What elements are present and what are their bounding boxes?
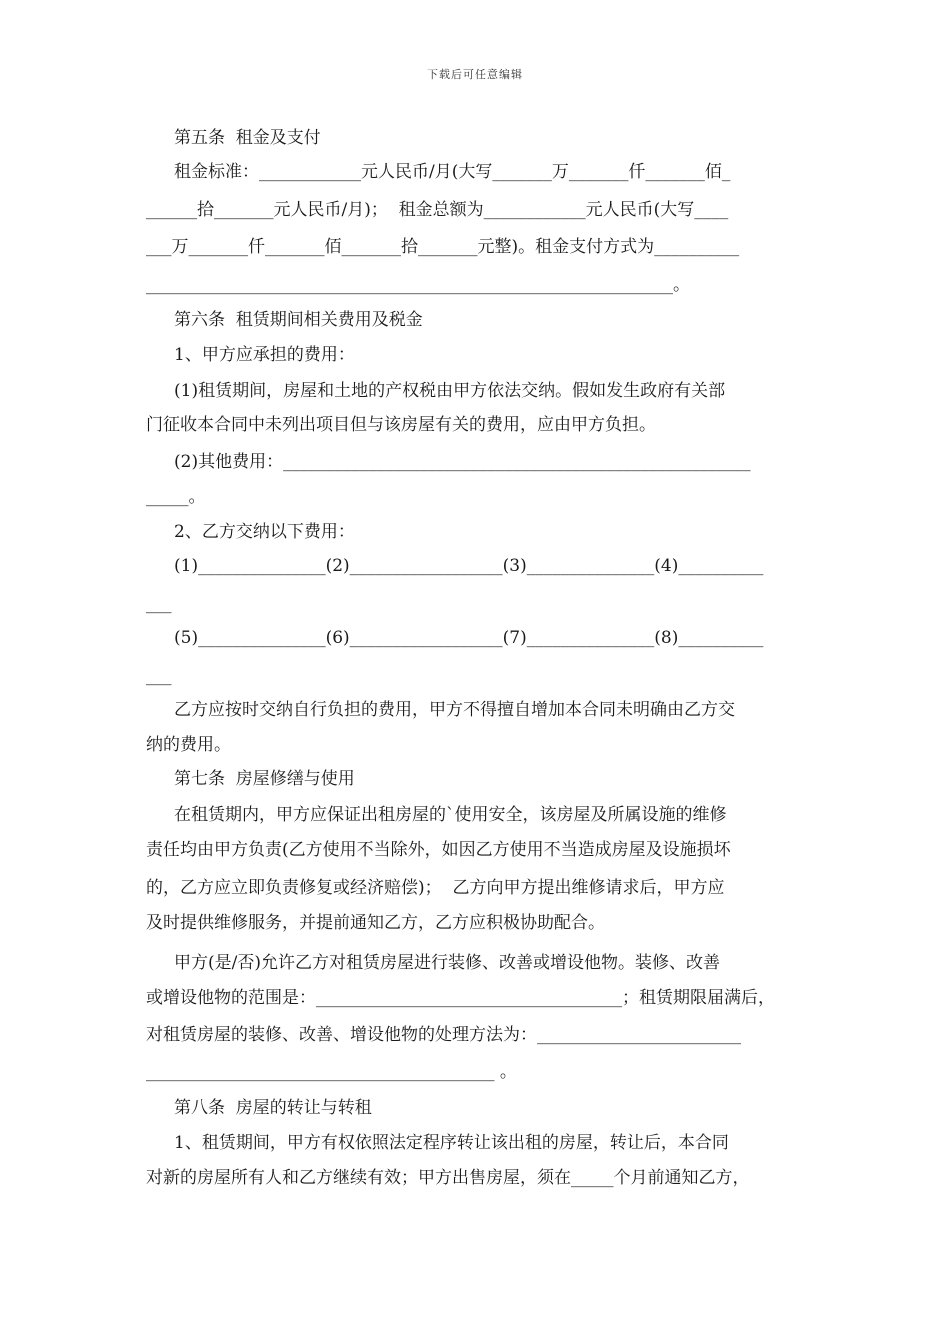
repair-paragraph-line-1: 在租赁期内，甲方应保证出租房屋的`使用安全，该房屋及所属设施的维修 bbox=[174, 805, 727, 825]
party-b-fees-items-1-4-tail: ___ bbox=[146, 594, 172, 614]
party-a-fees-item-2-line-1: (2)其他费用：_______________________________________________________ bbox=[174, 452, 751, 472]
party-b-fees-heading: 2、乙方交纳以下费用： bbox=[174, 522, 355, 542]
transfer-paragraph-line-2: 对新的房屋所有人和乙方继续有效；甲方出售房屋，须在_____个月前通知乙方， bbox=[146, 1168, 750, 1188]
article-5-heading: 第五条 租金及支付 bbox=[174, 128, 321, 148]
rent-standard-line-4: ______________________________________________________________。 bbox=[146, 275, 690, 295]
renovation-paragraph-line-4: _________________________________________ 。 bbox=[146, 1062, 517, 1082]
renovation-paragraph-line-1: 甲方(是/否)允许乙方对租赁房屋进行装修、改善或增设他物。装修、改善 bbox=[174, 953, 720, 973]
party-b-fees-note-line-1: 乙方应按时交纳自行负担的费用，甲方不得擅自增加本合同未明确由乙方交 bbox=[174, 700, 735, 720]
renovation-paragraph-line-2: 或增设他物的范围是：____________________________________；租赁期限届满后， bbox=[146, 988, 775, 1008]
repair-paragraph-line-2: 责任均由甲方负责(乙方使用不当除外，如因乙方使用不当造成房屋及设施损坏 bbox=[146, 840, 731, 860]
party-a-fees-item-1-line-2: 门征收本合同中未列出项目但与该房屋有关的费用，应由甲方负担。 bbox=[146, 415, 656, 435]
rent-standard-line-1: 租金标准：____________元人民币/月(大写_______万_______仟_______佰_ bbox=[174, 162, 731, 182]
article-8-heading: 第八条 房屋的转让与转租 bbox=[174, 1098, 372, 1118]
watermark-header: 下载后可任意编辑 bbox=[427, 68, 523, 81]
article-6-heading: 第六条 租赁期间相关费用及税金 bbox=[174, 310, 423, 330]
repair-paragraph-line-3: 的，乙方应立即负责修复或经济赔偿)； 乙方向甲方提出维修请求后，甲方应 bbox=[146, 878, 725, 898]
party-b-fees-items-5-8-tail: ___ bbox=[146, 666, 172, 686]
party-a-fees-item-2-line-2: _____。 bbox=[146, 487, 206, 507]
party-a-fees-heading: 1、甲方应承担的费用： bbox=[174, 345, 355, 365]
party-b-fees-items-5-8: (5)_______________(6)__________________(7)_______________(8)__________ bbox=[174, 628, 764, 648]
party-b-fees-items-1-4: (1)_______________(2)__________________(3)_______________(4)__________ bbox=[174, 556, 764, 576]
repair-paragraph-line-4: 及时提供维修服务，并提前通知乙方，乙方应积极协助配合。 bbox=[146, 913, 605, 933]
party-a-fees-item-1-line-1: (1)租赁期间，房屋和土地的产权税由甲方依法交纳。假如发生政府有关部 bbox=[174, 381, 726, 401]
rent-standard-line-3: ___万_______仟_______佰_______拾_______元整)。租金支付方式为__________ bbox=[146, 237, 740, 257]
transfer-paragraph-line-1: 1、租赁期间，甲方有权依照法定程序转让该出租的房屋，转让后，本合同 bbox=[174, 1133, 729, 1153]
renovation-paragraph-line-3: 对租赁房屋的装修、改善、增设他物的处理方法为：________________________ bbox=[146, 1025, 741, 1045]
article-7-heading: 第七条 房屋修缮与使用 bbox=[174, 769, 355, 789]
rent-standard-line-2: ______拾_______元人民币/月)； 租金总额为____________元人民币(大写____ bbox=[146, 200, 729, 220]
party-b-fees-note-line-2: 纳的费用。 bbox=[146, 735, 231, 755]
